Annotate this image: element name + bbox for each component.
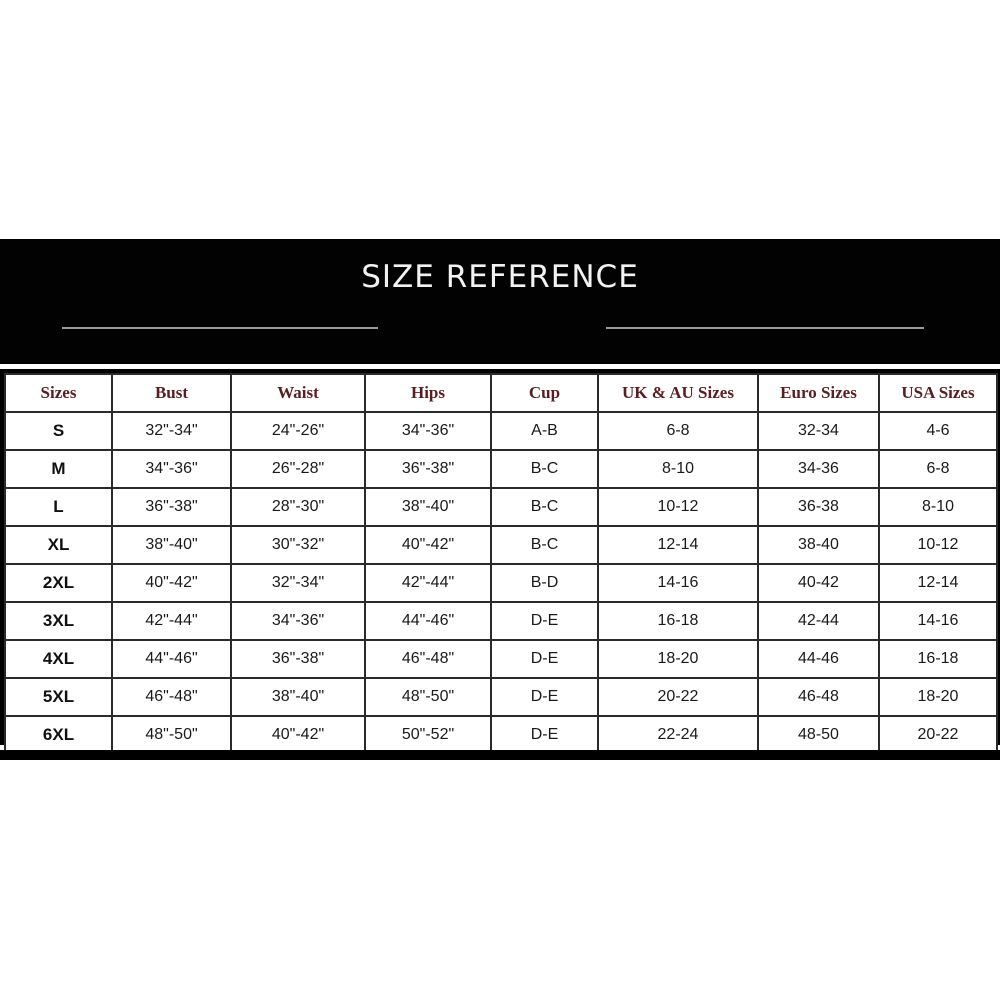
cell-usa: 18-20 xyxy=(879,678,997,716)
table-row xyxy=(5,412,997,450)
cell-hips: 44"-46" xyxy=(365,602,491,640)
cell-hips: 50"-52" xyxy=(365,716,491,754)
header-bust: Bust xyxy=(112,374,231,412)
cell-hips: 40"-42" xyxy=(365,526,491,564)
cell-size: S xyxy=(5,412,112,450)
banner-divider-left xyxy=(62,327,378,329)
cell-bust: 42"-44" xyxy=(112,602,231,640)
cell-usa: 12-14 xyxy=(879,564,997,602)
bottom-divider-bar xyxy=(0,750,1000,760)
cell-bust: 34"-36" xyxy=(112,450,231,488)
cell-size: 2XL xyxy=(5,564,112,602)
cell-euro: 48-50 xyxy=(758,716,879,754)
cell-uk-au: 16-18 xyxy=(598,602,758,640)
cell-usa: 16-18 xyxy=(879,640,997,678)
header-waist: Waist xyxy=(231,374,365,412)
cell-cup: B-C xyxy=(491,450,598,488)
header-euro-sizes: Euro Sizes xyxy=(758,374,879,412)
cell-usa: 8-10 xyxy=(879,488,997,526)
banner-divider-right xyxy=(606,327,924,329)
cell-usa: 4-6 xyxy=(879,412,997,450)
cell-cup: B-C xyxy=(491,526,598,564)
cell-size: XL xyxy=(5,526,112,564)
cell-cup: D-E xyxy=(491,602,598,640)
cell-bust: 46"-48" xyxy=(112,678,231,716)
cell-waist: 24"-26" xyxy=(231,412,365,450)
header-hips: Hips xyxy=(365,374,491,412)
cell-waist: 28"-30" xyxy=(231,488,365,526)
cell-waist: 32"-34" xyxy=(231,564,365,602)
cell-size: 4XL xyxy=(5,640,112,678)
cell-hips: 38"-40" xyxy=(365,488,491,526)
cell-waist: 38"-40" xyxy=(231,678,365,716)
cell-cup: D-E xyxy=(491,716,598,754)
cell-uk-au: 12-14 xyxy=(598,526,758,564)
cell-size: 3XL xyxy=(5,602,112,640)
table-row xyxy=(5,716,997,754)
cell-hips: 46"-48" xyxy=(365,640,491,678)
size-chart-table xyxy=(4,373,998,755)
cell-uk-au: 6-8 xyxy=(598,412,758,450)
cell-bust: 38"-40" xyxy=(112,526,231,564)
cell-hips: 48"-50" xyxy=(365,678,491,716)
cell-euro: 40-42 xyxy=(758,564,879,602)
cell-euro: 34-36 xyxy=(758,450,879,488)
cell-size: 6XL xyxy=(5,716,112,754)
cell-size: L xyxy=(5,488,112,526)
table-row xyxy=(5,678,997,716)
cell-waist: 36"-38" xyxy=(231,640,365,678)
table-row xyxy=(5,640,997,678)
cell-cup: D-E xyxy=(491,640,598,678)
cell-size: 5XL xyxy=(5,678,112,716)
table-row xyxy=(5,450,997,488)
header-uk-au-sizes: UK & AU Sizes xyxy=(598,374,758,412)
cell-waist: 40"-42" xyxy=(231,716,365,754)
cell-uk-au: 8-10 xyxy=(598,450,758,488)
table-header-row xyxy=(5,374,997,412)
cell-euro: 36-38 xyxy=(758,488,879,526)
cell-bust: 44"-46" xyxy=(112,640,231,678)
cell-hips: 34"-36" xyxy=(365,412,491,450)
cell-euro: 42-44 xyxy=(758,602,879,640)
cell-bust: 48"-50" xyxy=(112,716,231,754)
cell-cup: B-D xyxy=(491,564,598,602)
cell-uk-au: 10-12 xyxy=(598,488,758,526)
cell-hips: 36"-38" xyxy=(365,450,491,488)
cell-uk-au: 18-20 xyxy=(598,640,758,678)
cell-uk-au: 22-24 xyxy=(598,716,758,754)
header-sizes: Sizes xyxy=(5,374,112,412)
cell-bust: 40"-42" xyxy=(112,564,231,602)
cell-waist: 34"-36" xyxy=(231,602,365,640)
cell-usa: 6-8 xyxy=(879,450,997,488)
cell-hips: 42"-44" xyxy=(365,564,491,602)
table-row xyxy=(5,488,997,526)
cell-cup: B-C xyxy=(491,488,598,526)
table-row xyxy=(5,564,997,602)
cell-size: M xyxy=(5,450,112,488)
cell-euro: 32-34 xyxy=(758,412,879,450)
cell-usa: 20-22 xyxy=(879,716,997,754)
cell-uk-au: 20-22 xyxy=(598,678,758,716)
cell-usa: 14-16 xyxy=(879,602,997,640)
cell-bust: 36"-38" xyxy=(112,488,231,526)
cell-waist: 26"-28" xyxy=(231,450,365,488)
size-table-frame xyxy=(0,369,1000,745)
cell-cup: A-B xyxy=(491,412,598,450)
header-cup: Cup xyxy=(491,374,598,412)
size-reference-banner xyxy=(0,239,1000,364)
cell-euro: 38-40 xyxy=(758,526,879,564)
cell-euro: 46-48 xyxy=(758,678,879,716)
table-row xyxy=(5,602,997,640)
cell-waist: 30"-32" xyxy=(231,526,365,564)
cell-cup: D-E xyxy=(491,678,598,716)
cell-usa: 10-12 xyxy=(879,526,997,564)
cell-bust: 32"-34" xyxy=(112,412,231,450)
cell-uk-au: 14-16 xyxy=(598,564,758,602)
cell-euro: 44-46 xyxy=(758,640,879,678)
table-row xyxy=(5,526,997,564)
header-usa-sizes: USA Sizes xyxy=(879,374,997,412)
banner-title: SIZE REFERENCE xyxy=(361,259,639,295)
